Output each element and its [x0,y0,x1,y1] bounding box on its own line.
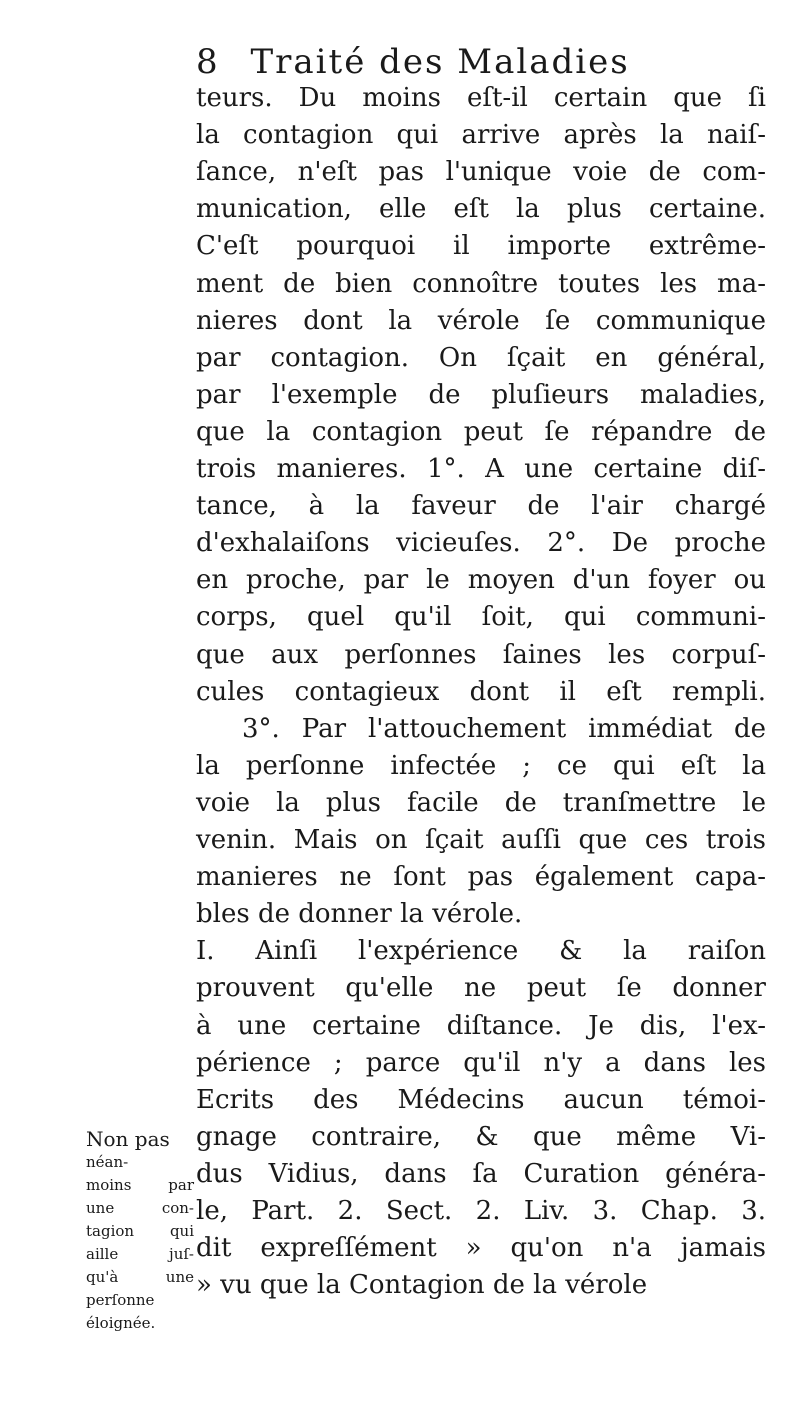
text-line: C'eſt pourquoi il importe extrême- [196,231,766,261]
text-line: gnage contraire, & que même Vi- [196,1122,766,1152]
text-line: par l'exemple de pluſieurs maladies, [196,380,766,410]
text-line: à une certaine diſtance. Je dis, l'ex- [196,1011,766,1041]
text-line: manieres ne ſont pas également capa- [196,862,766,892]
running-title: Traité des Maladies [250,42,630,82]
margin-note-line: perſonne [86,1291,155,1309]
text-line: ſance, n'eſt pas l'unique voie de com- [196,157,766,187]
text-line: dus Vidius, dans ſa Curation généra- [196,1159,766,1189]
margin-note-line: tagion qui [86,1222,194,1240]
text-line: par contagion. On ſçait en général, [196,343,766,373]
text-line: périence ; parce qu'il n'y a dans les [196,1048,766,1078]
page-header [196,40,766,84]
page-number: 8 [196,42,220,82]
text-line: que la contagion peut ſe répandre de [196,417,766,447]
margin-note-line: néan- [86,1153,129,1171]
text-line: I. Ainſi l'expérience & la raiſon [196,936,766,966]
text-line: bles de donner la vérole. [196,899,523,929]
text-line: cules contagieux dont il eſt rempli. [196,677,766,707]
text-line: tance, à la faveur de l'air chargé [196,491,766,521]
text-line: la perſonne infectée ; ce qui eſt la [196,751,766,781]
margin-note-line: qu'à une [86,1268,194,1286]
margin-note-line: une con- [86,1199,194,1217]
text-line: d'exhalaiſons vicieuſes. 2°. De proche [196,528,766,558]
text-line: venin. Mais on ſçait auſſi que ces trois [196,825,766,855]
text-line: dit expreſſément » qu'on n'a jamais [196,1233,766,1263]
text-line: 3°. Par l'attouchement immédiat de [242,714,766,744]
margin-note-line: aille juſ- [86,1245,194,1263]
margin-note-line: Non pas [86,1127,170,1151]
text-line: prouvent qu'elle ne peut ſe donner [196,973,766,1003]
text-line: corps, quel qu'il ſoit, qui communi- [196,602,766,632]
text-line: que aux perſonnes ſaines les corpuſ- [196,640,766,670]
text-line: nieres dont la vérole ſe communique [196,306,766,336]
text-line: » vu que la Contagion de la vérole [196,1270,648,1300]
text-line: teurs. Du moins eſt-il certain que ſi [196,83,766,113]
margin-note [86,1128,194,1335]
margin-note-line: éloignée. [86,1314,156,1332]
text-line: la contagion qui arrive après la naiſ- [196,120,766,150]
text-line: voie la plus facile de tranſmettre le [196,788,766,818]
text-line: munication, elle eſt la plus certaine. [196,194,766,224]
text-line: trois manieres. 1°. A une certaine diſ- [196,454,766,484]
text-line: ment de bien connoître toutes les ma- [196,269,766,299]
text-line: le, Part. 2. Sect. 2. Liv. 3. Chap. 3. [196,1196,766,1226]
text-line: Ecrits des Médecins aucun témoi- [196,1085,766,1115]
margin-note-line: moins par [86,1176,194,1194]
text-line: en proche, par le moyen d'un foyer ou [196,565,766,595]
